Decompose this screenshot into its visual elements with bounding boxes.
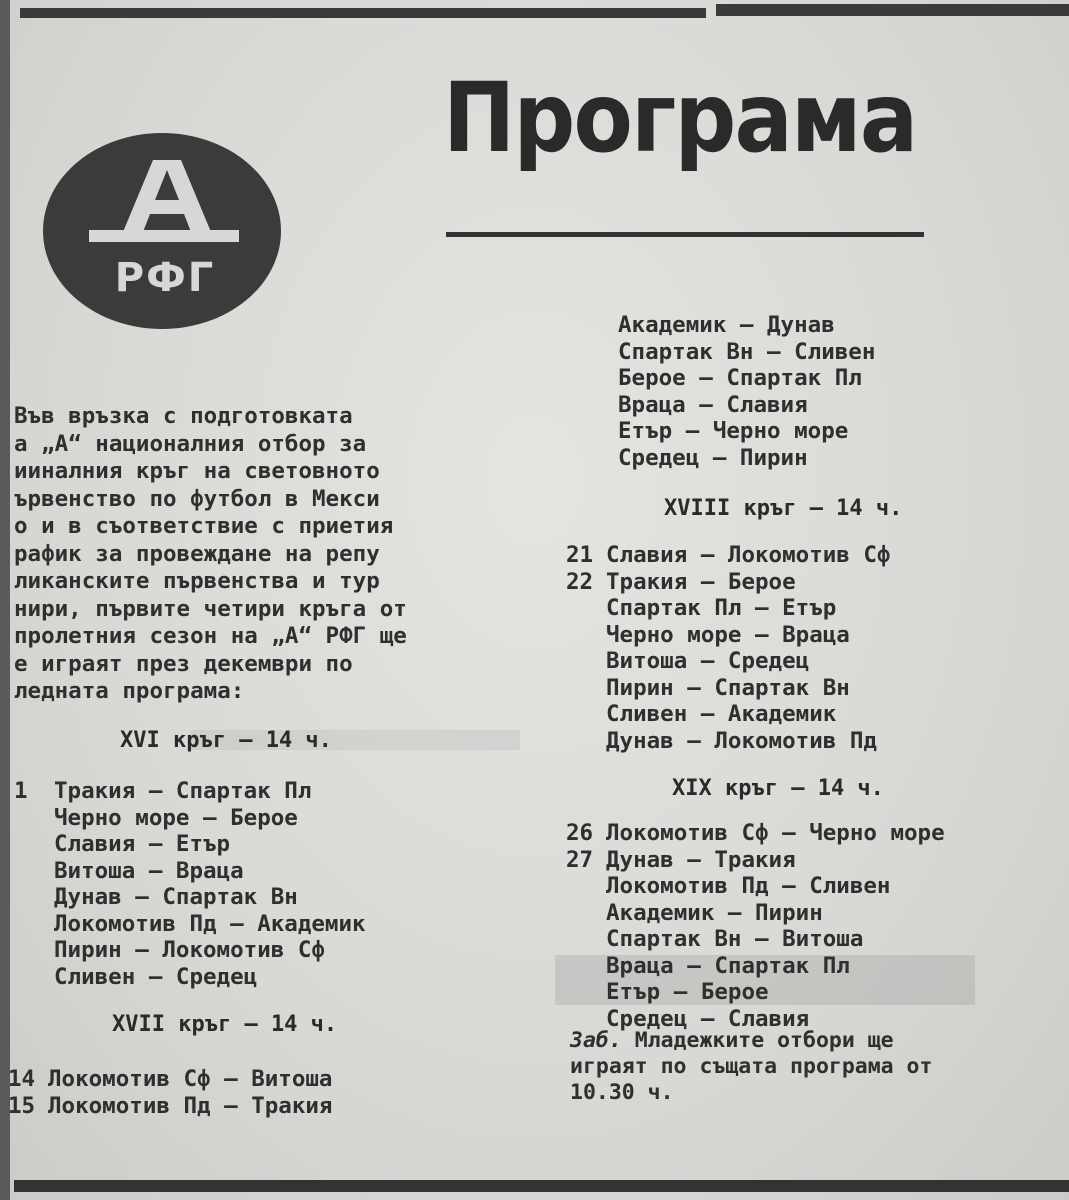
match-row [566, 728, 890, 755]
match-teams: Етър — Черно море [618, 418, 849, 444]
match-teams: Витоша — Средец [606, 648, 810, 674]
top-rule-right [716, 4, 1069, 16]
top-rule-left [20, 8, 706, 18]
footnote-label: Заб. [570, 1028, 622, 1053]
match-date [566, 728, 606, 755]
title-underline [446, 232, 924, 237]
match-date: 27 [566, 846, 594, 873]
match-row [14, 964, 366, 991]
match-row [14, 805, 366, 832]
match-date [566, 873, 606, 900]
match-date: 15 [8, 1092, 36, 1119]
match-teams: Локомотив Сф — Витоша [48, 1066, 333, 1092]
match-date: 1 [14, 778, 28, 804]
match-date [566, 701, 606, 728]
intro-line: нири, първите четири кръга от [14, 595, 407, 622]
match-row [566, 820, 945, 847]
match-row [566, 953, 945, 980]
logo-text: РФГ [114, 255, 216, 301]
match-teams: Академик — Пирин [606, 899, 823, 926]
match-date [566, 900, 606, 927]
match-date [566, 953, 606, 980]
match-teams: Сливен — Академик [606, 701, 837, 727]
intro-line: а „А“ националния отбор за [14, 430, 367, 457]
match-row [566, 873, 945, 900]
match-row [566, 622, 890, 649]
match-teams: Локомотив Пд — Сливен [606, 873, 891, 899]
footnote [570, 1028, 1069, 1106]
match-row [566, 926, 945, 953]
match-date [566, 926, 606, 953]
match-teams: Дунав — Тракия [606, 846, 796, 873]
bottom-rule [14, 1180, 1069, 1192]
footnote-line: 10.30 ч. [570, 1080, 674, 1105]
match-date [566, 622, 606, 649]
round-17-title: XVII кръг — 14 ч. [112, 1012, 338, 1037]
match-date [578, 418, 618, 445]
match-row [14, 884, 366, 911]
footnote-text: Младежките отбори ще [621, 1028, 894, 1053]
match-date [566, 979, 606, 1006]
match-row [566, 701, 890, 728]
intro-line: рафик за провеждане на репу [14, 540, 380, 567]
match-date [578, 445, 618, 472]
match-date [14, 964, 54, 991]
match-date [578, 312, 618, 339]
intro-line: ървенство по футбол в Мекси [14, 485, 380, 512]
round-16-matches [14, 778, 366, 990]
match-date: 26 [566, 820, 594, 846]
match-row [566, 979, 945, 1006]
match-row [578, 339, 875, 366]
match-row [8, 1066, 332, 1093]
round-19-matches [566, 820, 945, 1032]
match-teams: Тракия — Спартак Пл [54, 778, 312, 804]
match-row [578, 392, 875, 419]
match-row [566, 569, 890, 596]
match-date [14, 937, 54, 964]
match-row [578, 312, 875, 339]
round-17-matches-left [8, 1066, 332, 1119]
match-row [14, 937, 366, 964]
match-teams: Дунав — Локомотив Пд [606, 727, 877, 754]
intro-line: о и в съответствие с приетия [14, 513, 394, 539]
match-row [566, 648, 890, 675]
intro-line: е играят през декември по [14, 650, 353, 677]
round-18-matches [566, 542, 890, 754]
match-teams: Академик — Дунав [618, 312, 835, 338]
match-date [578, 339, 618, 366]
match-date [566, 648, 606, 675]
match-teams: Черно море — Берое [54, 804, 298, 831]
match-row [566, 847, 945, 874]
match-row [14, 778, 366, 805]
match-date [578, 365, 618, 392]
match-teams: Локомотив Сф — Черно море [606, 820, 945, 846]
match-date [578, 392, 618, 419]
intro-paragraph [14, 403, 524, 706]
match-date [14, 858, 54, 885]
match-date [566, 595, 606, 622]
match-teams: Пирин — Спартак Вн [606, 674, 850, 701]
page-edge [0, 0, 10, 1200]
intro-line: пролетния сезон на „А“ РФГ ще [14, 623, 407, 649]
intro-line: ииналния кръг на световното [14, 458, 380, 484]
match-row [8, 1093, 332, 1120]
match-row [578, 418, 875, 445]
match-date [14, 884, 54, 911]
match-row [566, 595, 890, 622]
footnote-line: играят по същата програма от [570, 1054, 933, 1079]
match-row [566, 675, 890, 702]
match-teams: Локомотив Пд — Академик [54, 910, 366, 937]
match-teams: Тракия — Берое [606, 568, 796, 595]
round-16-title: XVI кръг — 14 ч. [120, 728, 332, 753]
match-date [14, 805, 54, 832]
match-date [566, 675, 606, 702]
match-row [14, 858, 366, 885]
match-teams: Славия — Етър [54, 831, 231, 857]
intro-line: ликанските първенства и тур [14, 568, 380, 594]
page-title: Програма [443, 62, 917, 174]
round-18-title: XVIII кръг — 14 ч. [664, 496, 903, 521]
match-teams: Пирин — Локомотив Сф [54, 937, 325, 963]
intro-line: Във връзка с подготовката [14, 403, 353, 429]
match-date [14, 831, 54, 858]
match-date [14, 911, 54, 938]
round-19-title: XIX кръг — 14 ч. [672, 776, 884, 801]
match-row [578, 365, 875, 392]
match-teams: Средец — Славия [606, 1005, 810, 1032]
footnote-line [570, 1028, 1069, 1054]
match-teams: Витоша — Враца [54, 857, 244, 884]
match-teams: Спартак Пл — Етър [606, 595, 837, 621]
match-teams: Сливен — Средец [54, 963, 258, 990]
match-teams: Спартак Вн — Витоша [606, 926, 864, 952]
match-date: 22 [566, 568, 594, 595]
match-row [566, 900, 945, 927]
match-row [566, 542, 890, 569]
match-date: 21 [566, 542, 594, 568]
match-teams: Средец — Пирин [618, 444, 808, 471]
logo-bar [89, 230, 239, 242]
match-teams: Локомотив Пд — Тракия [48, 1092, 333, 1119]
intro-line: ледната програма: [14, 678, 245, 704]
match-teams: Славия — Локомотив Сф [606, 542, 891, 568]
match-teams: Враца — Славия [618, 391, 808, 418]
match-row [14, 911, 366, 938]
match-teams: Дунав — Спартак Вн [54, 884, 298, 910]
match-teams: Етър — Берое [606, 979, 769, 1005]
match-row [578, 445, 875, 472]
match-teams: Враца — Спартак Пл [606, 952, 850, 979]
match-date: 14 [8, 1066, 36, 1092]
match-row [14, 831, 366, 858]
match-teams: Берое — Спартак Пл [618, 365, 862, 391]
match-teams: Спартак Вн — Сливен [618, 338, 876, 365]
match-teams: Черно море — Враца [606, 621, 850, 648]
round-17-matches-right [578, 312, 875, 471]
